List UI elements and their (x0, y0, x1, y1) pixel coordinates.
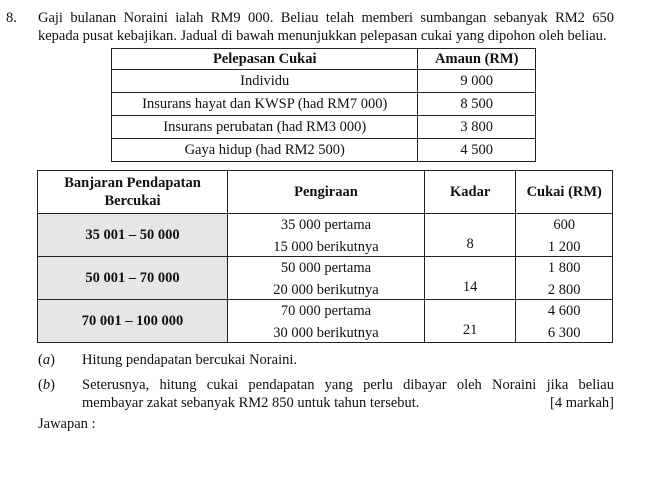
calc-next: 20 000 berikutnya (273, 281, 379, 298)
question-line-2: kepada pusat kebajikan. Jadual di bawah menunjukkan pelepasan cukai yang dipohon oleh beliau. (38, 28, 607, 44)
relief-item: Individu (112, 70, 418, 93)
tax-rate-table (37, 170, 613, 343)
rate-value: 21 (462, 322, 478, 338)
calc-first: 50 000 pertama (280, 259, 372, 276)
rate-cell (424, 257, 516, 300)
marks-label: [4 markah] (549, 395, 614, 411)
table-row (38, 300, 613, 343)
tax-header-tax: Cukai (RM) (516, 171, 613, 214)
relief-item: Insurans perubatan (had RM3 000) (112, 116, 418, 139)
part-a-text: Hitung pendapatan bercukai Noraini. (82, 352, 298, 368)
table-row (38, 214, 613, 257)
calc-first: 35 000 pertama (280, 216, 372, 233)
tax-cell (516, 257, 613, 300)
tax-next: 1 200 (547, 238, 581, 255)
tax-header-band: Banjaran Pendapatan Bercukai (38, 171, 228, 214)
income-band: 35 001 – 50 000 (38, 214, 228, 257)
rate-value: 14 (462, 279, 478, 295)
question-text (38, 9, 614, 45)
rate-cell (424, 300, 516, 343)
relief-amount: 3 800 (418, 116, 536, 139)
table-row (112, 116, 536, 139)
part-b-line-2 (82, 394, 614, 412)
tax-cell (516, 300, 613, 343)
answer-label: Jawapan : (38, 416, 96, 432)
tax-relief-table (111, 48, 536, 162)
relief-header-row (112, 49, 536, 70)
part-b-line-1: Seterusnya, hitung cukai pendapatan yang perlu dibayar oleh Noraini jika beliau (82, 377, 614, 393)
relief-header-amount: Amaun (RM) (418, 49, 536, 70)
calculation-cell (228, 300, 425, 343)
income-band: 50 001 – 70 000 (38, 257, 228, 300)
calc-first: 70 000 pertama (280, 302, 372, 319)
tax-first: 600 (553, 216, 576, 233)
tax-first: 1 800 (547, 259, 581, 276)
relief-item: Insurans hayat dan KWSP (had RM7 000) (112, 93, 418, 116)
income-band: 70 001 – 100 000 (38, 300, 228, 343)
tax-header-row (38, 171, 613, 214)
relief-amount: 9 000 (418, 70, 536, 93)
calc-next: 30 000 berikutnya (273, 324, 379, 341)
calculation-cell (228, 214, 425, 257)
tax-cell (516, 214, 613, 257)
relief-amount: 4 500 (418, 139, 536, 162)
table-row (112, 70, 536, 93)
table-row (112, 93, 536, 116)
table-row (112, 139, 536, 162)
question-line-1: Gaji bulanan Noraini ialah RM9 000. Beliau telah memberi sumbangan sebanyak RM2 650 (38, 10, 614, 26)
tax-first: 4 600 (547, 302, 581, 319)
table-row (38, 257, 613, 300)
calc-next: 15 000 berikutnya (273, 238, 379, 255)
calculation-cell (228, 257, 425, 300)
relief-item: Gaya hidup (had RM2 500) (112, 139, 418, 162)
question-number: 8. (6, 10, 17, 26)
tax-next: 6 300 (547, 324, 581, 341)
part-b-line-2-text: membayar zakat sebanyak RM2 850 untuk tahun tersebut. (82, 395, 420, 411)
rate-cell (424, 214, 516, 257)
part-a-label: (a) (38, 352, 55, 368)
relief-amount: 8 500 (418, 93, 536, 116)
tax-header-rate: Kadar (424, 171, 516, 214)
tax-next: 2 800 (547, 281, 581, 298)
tax-header-calc: Pengiraan (228, 171, 425, 214)
relief-header-item: Pelepasan Cukai (112, 49, 418, 70)
part-b-text (82, 376, 614, 412)
rate-value: 8 (466, 236, 474, 252)
part-b-label: (b) (38, 377, 55, 393)
